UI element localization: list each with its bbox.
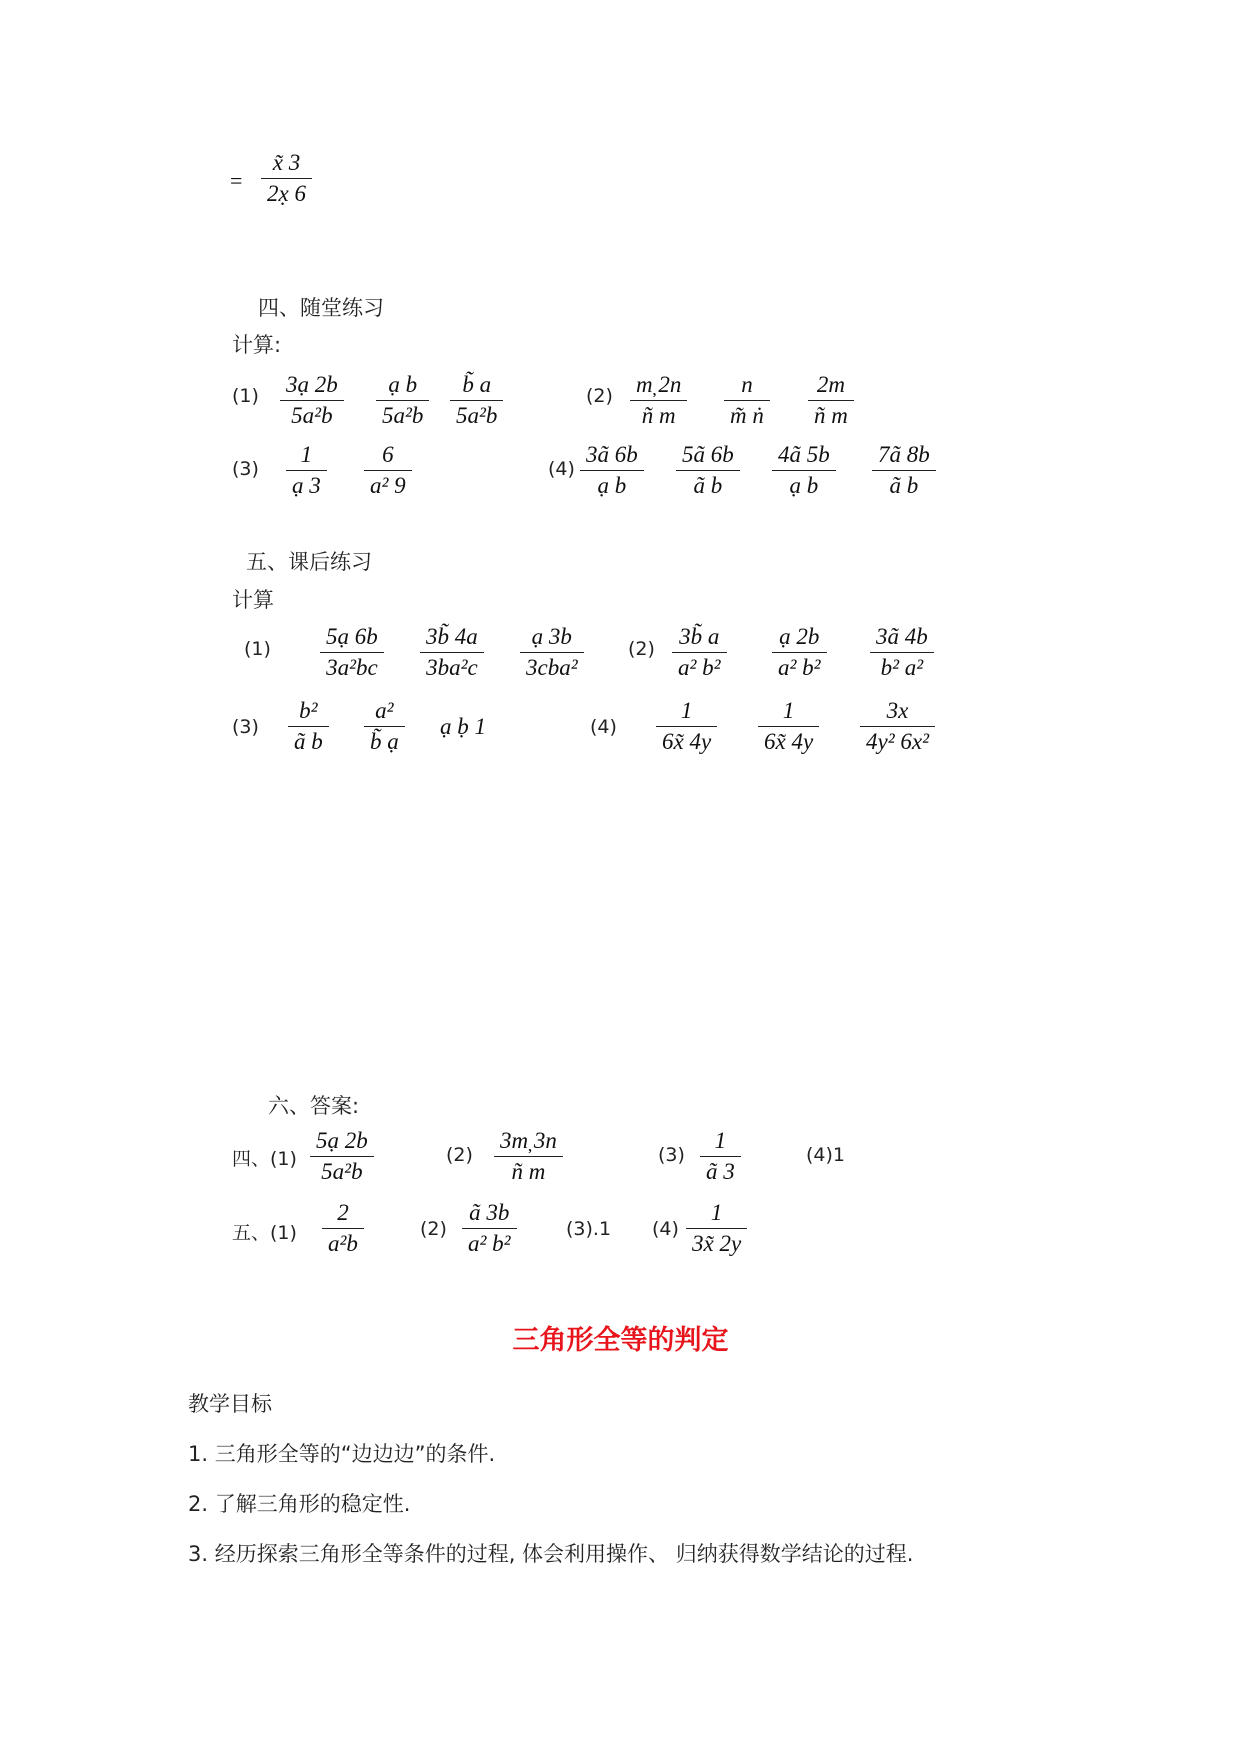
answer-value: (3).1 xyxy=(566,1218,612,1240)
denominator: ñ m xyxy=(814,403,848,429)
fraction xyxy=(364,440,412,501)
numerator: 3x xyxy=(886,698,909,723)
numerator: ạ 3b xyxy=(531,624,572,649)
fraction xyxy=(772,622,827,683)
denominator: ạ b xyxy=(789,473,819,499)
denominator: 3a²bc xyxy=(326,655,378,681)
numerator: 5ạ 2b xyxy=(316,1128,368,1153)
item-label: (1) xyxy=(232,385,259,407)
denominator: a² 9 xyxy=(370,473,406,499)
fraction xyxy=(860,696,935,757)
numerator: 3m̦ 3n xyxy=(500,1128,557,1153)
denominator: ã 3 xyxy=(706,1159,735,1185)
numerator: b̃ a xyxy=(462,372,492,397)
fraction xyxy=(288,696,329,757)
numerator: 7ã 8b xyxy=(878,442,930,467)
section-heading-answers: 六、答案: xyxy=(268,1094,360,1118)
numerator: 3ã 6b xyxy=(586,442,638,467)
denominator: ạ b xyxy=(597,473,627,499)
numerator: x̃ 3 xyxy=(272,150,301,175)
numerator: 4ã 5b xyxy=(778,442,830,467)
answer-row-label: 五、(1) xyxy=(232,1222,297,1244)
numerator: 5ã 6b xyxy=(682,442,734,467)
fraction xyxy=(872,440,936,501)
numerator: ã 3b xyxy=(469,1200,510,1225)
fraction xyxy=(808,370,854,431)
fraction xyxy=(286,440,327,501)
fraction xyxy=(580,440,644,501)
denominator: b̃ ạ xyxy=(370,729,399,755)
numerator: 2 xyxy=(337,1200,349,1225)
fraction xyxy=(494,1126,563,1187)
denominator: 5a²b xyxy=(382,403,424,429)
fraction xyxy=(280,370,344,431)
goal-item: 2. 了解三角形的稳定性. xyxy=(188,1492,411,1516)
item-label: (3) xyxy=(232,458,259,480)
denominator: 2x̣ 6 xyxy=(267,181,306,207)
section-sub: 计算 xyxy=(232,588,274,612)
item-label: (3) xyxy=(658,1144,685,1166)
fraction xyxy=(724,370,770,431)
denominator: a² b² xyxy=(468,1231,511,1257)
denominator: 3ba²c xyxy=(426,655,478,681)
fraction xyxy=(520,622,584,683)
denominator: 6x̃ 4y xyxy=(662,729,712,755)
denominator: ã b xyxy=(889,473,919,499)
fraction xyxy=(772,440,836,501)
numerator: 1 xyxy=(710,1200,723,1225)
numerator: 3ã 4b xyxy=(876,624,928,649)
denominator: ñ m xyxy=(511,1159,546,1185)
item-label: (2) xyxy=(420,1218,447,1240)
expression-tail: ạ ḅ 1 xyxy=(440,714,486,739)
numerator: 3b̃ a xyxy=(679,624,720,649)
denominator: a²b xyxy=(328,1231,358,1257)
answer-row-label: 四、(1) xyxy=(232,1148,297,1170)
numerator: 6 xyxy=(382,442,394,467)
item-label: (4) xyxy=(652,1218,679,1240)
answer-value: (4)1 xyxy=(806,1144,846,1166)
section-heading-practice: 四、随堂练习 xyxy=(258,296,384,320)
item-label: (2) xyxy=(628,638,655,660)
fraction xyxy=(310,1126,374,1187)
fraction xyxy=(462,1198,517,1259)
denominator: a² b² xyxy=(778,655,821,681)
denominator: 6x̃ 4y xyxy=(764,729,814,755)
fraction xyxy=(656,696,717,757)
denominator: ñ m xyxy=(641,403,676,429)
fraction xyxy=(700,1126,741,1187)
denominator: ã b xyxy=(693,473,723,499)
numerator: 3b̃ 4a xyxy=(426,624,478,649)
goal-item: 3. 经历探索三角形全等条件的过程, 体会利用操作、 归纳获得数学结论的过程. xyxy=(188,1542,914,1566)
denominator: 5a²b xyxy=(321,1159,363,1185)
fraction xyxy=(376,370,429,431)
fraction xyxy=(630,370,687,431)
numerator: b² xyxy=(299,698,318,723)
item-label: (4) xyxy=(590,716,617,738)
page-title: 三角形全等的判定 xyxy=(512,1325,729,1356)
denominator: 3x̃ 2y xyxy=(692,1231,742,1257)
denominator: 3cba² xyxy=(526,655,578,681)
item-label: (2) xyxy=(586,385,613,407)
numerator: 1 xyxy=(782,698,795,723)
numerator: 2m xyxy=(816,372,845,397)
numerator: 1 xyxy=(714,1128,727,1153)
goal-item: 1. 三角形全等的“边边边”的条件. xyxy=(188,1442,496,1466)
fraction xyxy=(870,622,934,683)
item-label: (4) xyxy=(548,458,575,480)
fraction xyxy=(364,696,405,757)
denominator: b² a² xyxy=(880,655,924,681)
item-label: (3) xyxy=(232,716,259,738)
numerator: 1 xyxy=(300,442,313,467)
denominator: ã b xyxy=(294,729,323,755)
fraction xyxy=(686,1198,747,1259)
numerator: 1 xyxy=(680,698,693,723)
numerator: ạ 2b xyxy=(779,624,820,649)
denominator: 4y² 6x² xyxy=(866,729,929,755)
fraction xyxy=(322,1198,364,1259)
denominator: 5a²b xyxy=(291,403,333,429)
numerator: m̦ 2n xyxy=(636,372,682,397)
fraction xyxy=(320,622,384,683)
denominator: a² b² xyxy=(678,655,721,681)
fraction xyxy=(261,148,312,209)
numerator: ạ b xyxy=(388,372,418,397)
equals-sign: = xyxy=(230,168,243,193)
denominator: m̃ ṅ xyxy=(730,403,764,429)
fraction xyxy=(672,622,727,683)
numerator: n xyxy=(741,372,753,397)
section-heading-homework: 五、课后练习 xyxy=(246,550,372,574)
numerator: 5ạ 6b xyxy=(326,624,378,649)
section-sub: 计算: xyxy=(232,333,282,357)
goals-heading: 教学目标 xyxy=(188,1392,272,1416)
fraction xyxy=(450,370,503,431)
fraction xyxy=(676,440,740,501)
fraction xyxy=(758,696,819,757)
numerator: a² xyxy=(375,698,394,723)
denominator: ạ 3 xyxy=(292,473,321,499)
fraction xyxy=(420,622,484,683)
item-label: (2) xyxy=(446,1144,473,1166)
denominator: 5a²b xyxy=(456,403,498,429)
item-label: (1) xyxy=(244,638,271,660)
numerator: 3ạ 2b xyxy=(286,372,338,397)
